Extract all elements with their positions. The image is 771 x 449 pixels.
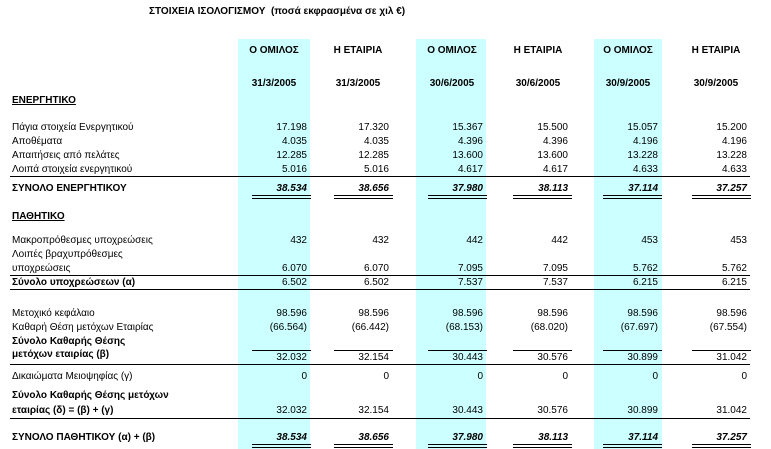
column-header-date: 31/3/2005	[251, 78, 297, 89]
row-value: 32.154	[358, 352, 389, 363]
total-double-rule	[428, 447, 487, 448]
row-value: 453	[641, 235, 658, 246]
row-value: 15.200	[716, 122, 747, 133]
row-label: Πάγια στοιχεία Ενεργητικού	[12, 122, 134, 133]
row-value: 30.576	[537, 405, 568, 416]
column-header-entity: Ο ΟΜΙΛΟΣ	[427, 45, 477, 56]
row-label: μετόχων εταιρίας (β)	[12, 349, 110, 360]
column-header-date: 31/3/2005	[335, 78, 381, 89]
row-value: 5.762	[632, 263, 658, 274]
total-double-rule	[252, 447, 311, 448]
row-value: (66.564)	[269, 322, 307, 333]
row-label: ΣΥΝΟΛΟ ΕΝΕΡΓΗΤΙΚΟΥ	[12, 183, 127, 194]
row-rule	[10, 418, 750, 419]
row-label: Σύνολο υποχρεώσεων (α)	[12, 277, 136, 288]
row-value: 4.035	[363, 136, 389, 147]
total-double-rule	[513, 444, 572, 445]
value-rule	[603, 350, 662, 351]
row-value: 4.396	[457, 136, 483, 147]
row-value: 6.215	[721, 277, 747, 288]
row-value: 0	[562, 371, 568, 382]
total-double-rule	[513, 447, 572, 448]
row-value: 4.396	[542, 136, 568, 147]
row-value: 6.502	[363, 277, 389, 288]
row-label: Καθαρή Θέση μετόχων Εταιρίας	[12, 322, 154, 333]
row-value: 98.596	[358, 308, 389, 319]
row-label: Μετοχικό κεφάλαιο	[12, 308, 95, 319]
row-label: Σύνολο Καθαρής Θέσης μετόχων	[12, 390, 169, 401]
row-value: 30.576	[537, 352, 568, 363]
row-label: Μακροπρόθεσμες υποχρεώσεις	[12, 235, 153, 246]
row-rule	[10, 289, 750, 290]
row-value: 38.113	[538, 432, 568, 443]
row-value: 13.600	[537, 150, 568, 161]
row-value: 6.070	[363, 263, 389, 274]
row-value: 31.042	[716, 405, 747, 416]
total-double-rule	[603, 195, 662, 196]
column-header-date: 30/9/2005	[605, 78, 651, 89]
row-label: Αποθέματα	[12, 136, 63, 147]
column-header-entity: Η ΕΤΑΙΡΙΑ	[691, 45, 741, 56]
row-value: 15.367	[452, 122, 483, 133]
total-double-rule	[692, 447, 751, 448]
value-rule	[334, 350, 393, 351]
column-header-entity: Ο ΟΜΙΛΟΣ	[603, 45, 653, 56]
row-value: 31.042	[716, 352, 747, 363]
row-value: 5.016	[363, 164, 389, 175]
row-value: 442	[466, 235, 483, 246]
column-header-entity: Η ΕΤΑΙΡΙΑ	[333, 45, 383, 56]
total-double-rule	[513, 198, 572, 199]
row-value: 6.215	[632, 277, 658, 288]
total-double-rule	[692, 198, 751, 199]
column-header-entity: Η ΕΤΑΙΡΙΑ	[513, 45, 563, 56]
row-value: 17.320	[358, 122, 389, 133]
total-double-rule	[252, 444, 311, 445]
row-value: 12.285	[358, 150, 389, 161]
row-value: 13.228	[716, 150, 747, 161]
column-header-entity: Ο ΟΜΙΛΟΣ	[249, 45, 299, 56]
row-value: 38.534	[276, 183, 307, 194]
row-rule	[10, 176, 750, 177]
total-double-rule	[252, 195, 311, 196]
section-liabilities: ΠΑΘΗΤΙΚΟ	[12, 211, 65, 222]
row-value: 0	[477, 371, 483, 382]
row-value: 453	[730, 235, 747, 246]
row-value: 5.016	[281, 164, 307, 175]
row-value: 32.032	[276, 352, 307, 363]
row-value: 30.443	[452, 352, 483, 363]
total-double-rule	[603, 444, 662, 445]
row-label: υποχρεώσεις	[12, 263, 71, 274]
row-value: (67.697)	[620, 322, 658, 333]
row-label: Λοιπά στοιχεία ενεργητικού	[12, 164, 133, 175]
total-double-rule	[692, 195, 751, 196]
row-value: 4.633	[721, 164, 747, 175]
row-rule	[10, 275, 750, 276]
row-value: 0	[301, 371, 307, 382]
value-rule	[428, 350, 487, 351]
row-value: 4.617	[542, 164, 568, 175]
row-rule	[10, 364, 750, 365]
row-value: 98.596	[537, 308, 568, 319]
total-double-rule	[603, 198, 662, 199]
row-value: 37.114	[628, 183, 658, 194]
row-value: 7.537	[542, 277, 568, 288]
row-value: (67.554)	[709, 322, 747, 333]
row-value: 7.537	[457, 277, 483, 288]
total-double-rule	[428, 195, 487, 196]
row-value: 37.257	[716, 432, 747, 443]
row-value: 0	[741, 371, 747, 382]
row-value: 98.596	[276, 308, 307, 319]
row-value: 37.980	[452, 183, 483, 194]
row-value: 0	[652, 371, 658, 382]
row-value: 432	[372, 235, 389, 246]
total-double-rule	[428, 198, 487, 199]
value-rule	[252, 350, 311, 351]
total-double-rule	[692, 444, 751, 445]
column-header-date: 30/6/2005	[515, 78, 561, 89]
page-title: ΣΤΟΙΧΕΙΑ ΙΣΟΛΟΓΙΣΜΟΥ (ποσά εκφρασμένα σε χιλ €)	[149, 6, 406, 17]
row-label: Δικαιώματα Μειοψηφίας (γ)	[12, 371, 133, 382]
row-value: 38.656	[358, 183, 389, 194]
row-value: (66.442)	[351, 322, 389, 333]
row-value: 12.285	[276, 150, 307, 161]
row-value: 4.196	[632, 136, 658, 147]
total-double-rule	[252, 198, 311, 199]
row-value: 37.980	[452, 432, 483, 443]
row-value: 7.095	[457, 263, 483, 274]
row-value: 0	[383, 371, 389, 382]
total-double-rule	[334, 444, 393, 445]
row-value: 432	[290, 235, 307, 246]
total-double-rule	[334, 447, 393, 448]
row-value: 4.035	[281, 136, 307, 147]
row-label: ΣΥΝΟΛΟ ΠΑΘΗΤΙΚΟΥ (α) + (β)	[12, 432, 156, 443]
row-value: 6.070	[281, 263, 307, 274]
section-assets: ΕΝΕΡΓΗΤΙΚΟ	[12, 95, 76, 106]
row-value: 38.534	[276, 432, 307, 443]
row-value: 4.633	[632, 164, 658, 175]
total-double-rule	[603, 447, 662, 448]
row-value: 98.596	[716, 308, 747, 319]
row-value: 32.154	[358, 405, 389, 416]
row-value: 15.057	[627, 122, 658, 133]
column-header-date: 30/6/2005	[429, 78, 475, 89]
row-value: 37.257	[716, 183, 747, 194]
column-header-date: 30/9/2005	[693, 78, 739, 89]
total-double-rule	[513, 195, 572, 196]
row-value: 7.095	[542, 263, 568, 274]
row-value: 4.617	[457, 164, 483, 175]
row-value: 38.656	[358, 432, 389, 443]
row-value: 6.502	[281, 277, 307, 288]
row-label: Σύνολο Καθαρής Θέσης	[12, 336, 126, 347]
row-value: 98.596	[452, 308, 483, 319]
row-value: 98.596	[627, 308, 658, 319]
value-rule	[692, 350, 751, 351]
row-value: 13.600	[452, 150, 483, 161]
row-value: 32.032	[276, 405, 307, 416]
row-value: 15.500	[537, 122, 568, 133]
row-label: Απαιτήσεις από πελάτες	[12, 150, 120, 161]
row-value: 442	[551, 235, 568, 246]
total-double-rule	[334, 195, 393, 196]
row-value: (68.020)	[530, 322, 568, 333]
row-label: εταιρίας (δ) = (β) + (γ)	[12, 405, 114, 416]
row-value: 4.196	[721, 136, 747, 147]
row-value: 30.899	[627, 405, 658, 416]
row-label: Λοιπές βραχυπρόθεσμες	[12, 249, 123, 260]
row-value: 5.762	[721, 263, 747, 274]
total-double-rule	[428, 444, 487, 445]
row-value: 30.899	[627, 352, 658, 363]
row-value: 37.114	[628, 432, 658, 443]
total-double-rule	[334, 198, 393, 199]
row-value: 30.443	[452, 405, 483, 416]
value-rule	[513, 350, 572, 351]
row-value: 38.113	[538, 183, 568, 194]
row-value: (68.153)	[445, 322, 483, 333]
row-value: 17.198	[276, 122, 307, 133]
row-value: 13.228	[627, 150, 658, 161]
